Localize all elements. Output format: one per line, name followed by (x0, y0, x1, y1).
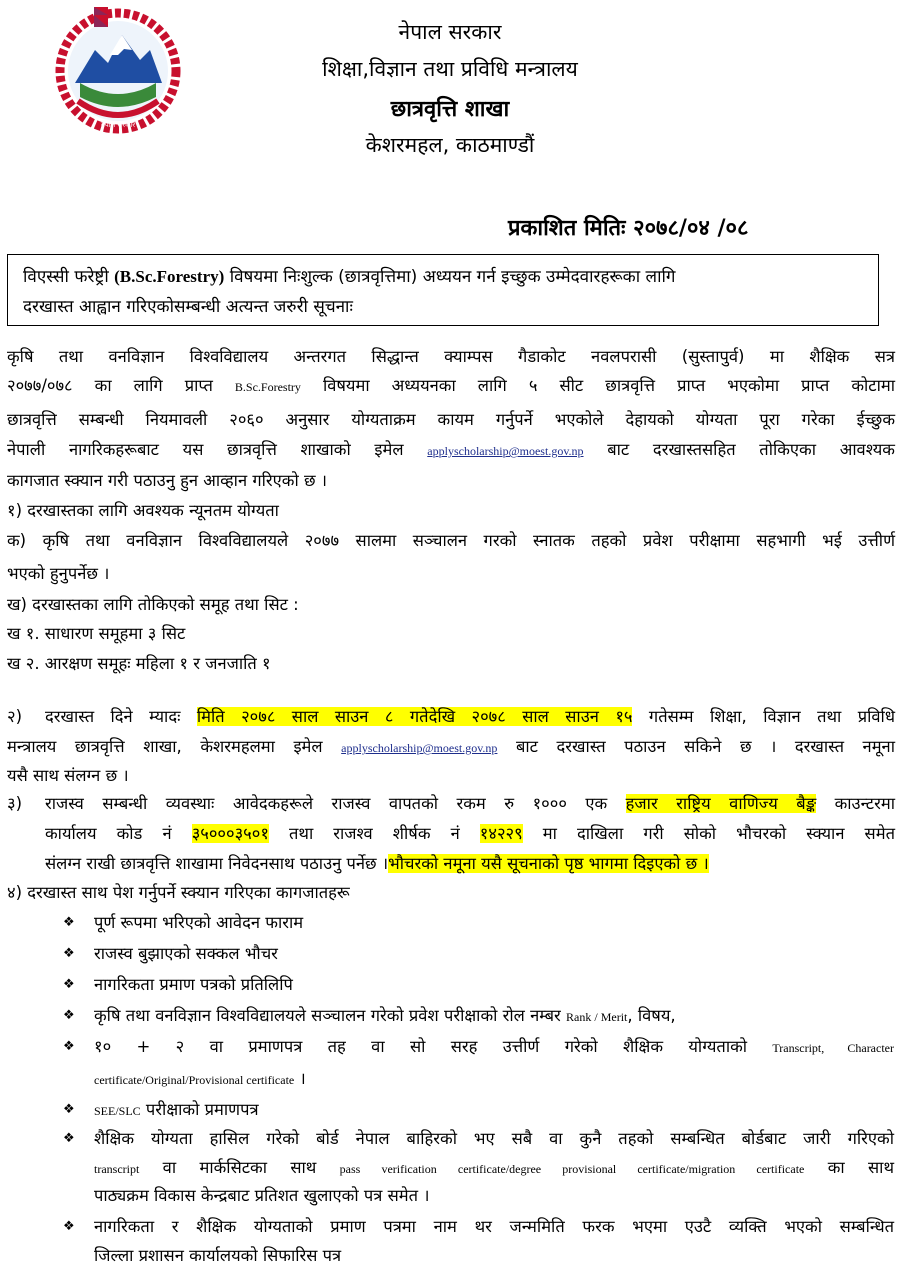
document-item-5-line-1: १० + २ वा प्रमाणपत्र तह वा सो सरह उत्तीर्ण गरेको शैक्षिक योग्यताको Transcript, Character (94, 1037, 894, 1056)
document-item-7-line-2: transcript वा मार्कसिटका साथ pass verification certificate/degree provisional certificate/migration certificate का साथ (94, 1158, 894, 1177)
bullet-icon: ❖ (63, 1219, 75, 1234)
email-link[interactable]: applyscholarship@moest.gov.np (341, 741, 498, 755)
intro-line-1: कृषि तथा वनविज्ञान विश्वविद्यालय अन्तरगत सिद्धान्त क्याम्पस गैडाकोट नवलपरासी (सुस्तापुर्व) मा शैक्षिक सत्र (7, 347, 895, 366)
section-1a-line-2: भएको हुनुपर्नेछ । (7, 564, 110, 583)
notice-subject-box (7, 254, 879, 326)
deadline-highlight: मिति २०७८ साल साउन ८ गतेदेखि २०७८ साल साउन १५ (196, 707, 633, 726)
published-date: प्रकाशित मितिः २०७८/०४ /०८ (508, 216, 749, 241)
notice-line-1: विएस्सी फरेष्ट्री (B.Sc.Forestry) विषयमा निःशुल्क (छात्रवृत्तिमा) अध्ययन गर्न इच्छुक उम्मेदवारहरूका लागि (23, 267, 676, 287)
section-4-heading: ४) दरखास्त साथ पेश गर्नुपर्ने स्क्यान गरिएका कागजातहरू (7, 883, 350, 902)
nepal-emblem-icon (50, 5, 186, 137)
bullet-icon: ❖ (63, 1008, 75, 1023)
document-item-3: नागरिकता प्रमाण पत्रको प्रतिलिपि (94, 975, 293, 994)
section-2-line-2: मन्त्रालय छात्रवृत्ति शाखा, केशरमहलमा इमेल applyscholarship@moest.gov.np बाट दरखास्त पठाउन सकिने छ । दरखास्त नमूना (7, 737, 895, 756)
bullet-icon: ❖ (63, 1102, 75, 1117)
document-item-1: पूर्ण रूपमा भरिएको आवेदन फाराम (94, 913, 304, 932)
section-1b-item-1: ख १. साधारण समूहमा ३ सिट (7, 624, 186, 643)
section-2-line-3: यसै साथ संलग्न छ । (7, 766, 129, 785)
bank-highlight: हजार राष्ट्रिय वाणिज्य बैङ्क (625, 794, 817, 813)
intro-line-5: कागजात स्क्यान गरी पठाउनु हुन आव्हान गरिएको छ । (7, 471, 328, 490)
section-2-line-1: दरखास्त दिने म्यादः मिति २०७८ साल साउन ८ गतेदेखि २०७८ साल साउन १५ गतेसम्म शिक्षा, विज्ञान तथा प्रविधि (45, 707, 895, 726)
intro-line-3: छात्रवृत्ति सम्बन्धी नियमावली २०६० अनुसार योग्यताक्रम कायम गर्नुपर्ने भएकोले देहायको योग्यता पूरा गरेका ईच्छुक (7, 410, 895, 429)
notice-line-2: दरखास्त आह्वान गरिएकोसम्बन्धी अत्यन्त जरुरी सूचनाः (23, 297, 353, 317)
emblem-caption: नेपाल सरकार (100, 121, 136, 129)
section-3-number: ३) (7, 794, 23, 813)
office-code-highlight: ३५०००३५०१ (191, 824, 269, 843)
bullet-icon: ❖ (63, 1039, 75, 1054)
section-2-number: २) (7, 707, 23, 726)
section-1-heading: १) दरखास्तका लागि अवश्यक न्यूनतम योग्यता (7, 501, 279, 520)
bullet-icon: ❖ (63, 946, 75, 961)
document-item-8-line-2: जिल्ला प्रशासन कार्यालयको सिफारिस पत्र (94, 1246, 342, 1265)
voucher-note-highlight: भौचरको नमूना यसै सूचनाको पृष्ठ भागमा दिइएको छ । (388, 854, 709, 873)
section-3-line-2: कार्यालय कोड नं ३५०००३५०१ तथा राजश्व शीर्षक नं १४२२९ मा दाखिला गरी सोको भौचरको स्क्यान समेत (45, 824, 895, 843)
document-item-6: SEE/SLC परीक्षाको प्रमाणपत्र (94, 1100, 259, 1119)
section-3-line-1: राजस्व सम्बन्धी व्यवस्थाः आवेदकहरूले राजस्व वापतको रकम रु १००० एक हजार राष्ट्रिय वाणिज्य बैङ्क काउन्टरमा (45, 794, 895, 813)
office-location: केशरमहल, काठमाण्डौं (365, 133, 535, 157)
document-item-7-line-3: पाठ्यक्रम विकास केन्द्रबाट प्रतिशत खुलाएको पत्र समेत । (94, 1186, 430, 1205)
email-link[interactable]: applyscholarship@moest.gov.np (427, 444, 584, 458)
section-3-line-3: संलग्न राखी छात्रवृत्ति शाखामा निवेदनसाथ पठाउनु पर्नेछ ।भौचरको नमूना यसै सूचनाको पृष्ठ भागमा दिइएको छ । (45, 854, 709, 873)
revenue-head-highlight: १४२२९ (479, 824, 523, 843)
document-item-7-line-1: शैक्षिक योग्यता हासिल गरेको बोर्ड नेपाल बाहिरको भए सबै वा कुनै तहको सम्बन्धित बोर्डबाट जारी गरिएको (94, 1129, 894, 1148)
section-1b-heading: ख) दरखास्तका लागि तोकिएको समूह तथा सिट : (7, 595, 299, 614)
document-item-4: कृषि तथा वनविज्ञान विश्वविद्यालयले सञ्चालन गरेको प्रवेश परीक्षाको रोल नम्बर Rank / Merit, विषय, (94, 1006, 676, 1025)
document-item-2: राजस्व बुझाएको सक्कल भौचर (94, 944, 278, 963)
document-item-5-line-2: certificate/Original/Provisional certificate । (94, 1069, 306, 1088)
bullet-icon: ❖ (63, 915, 75, 930)
section-1a-line-1: क) कृषि तथा वनविज्ञान विश्वविद्यालयले २०७७ सालमा सञ्चालन गरको स्नातक तहको प्रवेश परीक्षामा सहभागी भई उत्तीर्ण (7, 531, 895, 550)
bullet-icon: ❖ (63, 1131, 75, 1146)
document-item-8-line-1: नागरिकता र शैक्षिक योग्यताको प्रमाण पत्रमा नाम थर जन्ममिति फरक भएमा एउटै व्यक्ति भएको सम्बन्धित (94, 1217, 894, 1236)
government-title: नेपाल सरकार (398, 20, 502, 44)
section-title: छात्रवृत्ति शाखा (390, 97, 510, 122)
intro-line-2: २०७७/०७८ का लागि प्राप्त B.Sc.Forestry विषयमा अध्ययनका लागि ५ सीट छात्रवृत्ति प्राप्त भएकोमा प्राप्त कोटामा (7, 376, 895, 395)
ministry-title: शिक्षा,विज्ञान तथा प्रविधि मन्त्रालय (322, 57, 578, 81)
intro-line-4: नेपाली नागरिकहरूबाट यस छात्रवृत्ति शाखाको इमेल applyscholarship@moest.gov.np बाट दरखास्तसहित तोकिएका आवश्यक (7, 440, 895, 459)
bullet-icon: ❖ (63, 977, 75, 992)
section-1b-item-2: ख २. आरक्षण समूहः महिला १ र जनजाति १ (7, 654, 271, 673)
